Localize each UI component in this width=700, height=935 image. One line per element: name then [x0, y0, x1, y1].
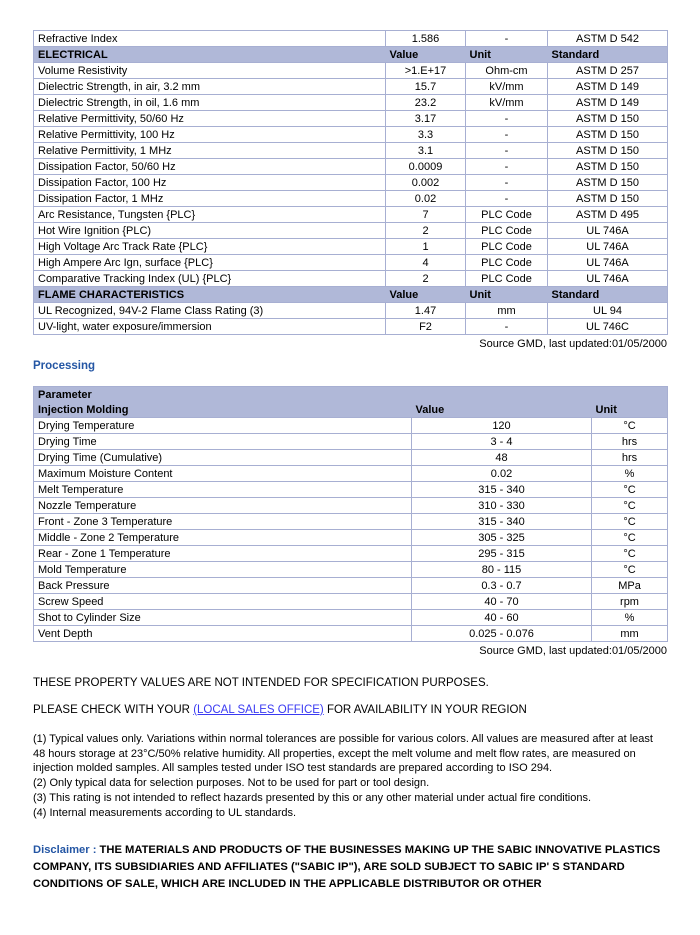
table-section-header-row	[34, 287, 668, 303]
standard-cell: ASTM D 150	[548, 143, 668, 159]
value-header-cell: Value	[412, 402, 592, 418]
unit-cell: mm	[466, 303, 548, 319]
standard-cell: UL 746A	[548, 255, 668, 271]
value-cell: 3.17	[386, 111, 466, 127]
table-row	[34, 482, 668, 498]
standard-cell: ASTM D 150	[548, 191, 668, 207]
parameter-cell: Drying Time (Cumulative)	[34, 450, 412, 466]
value-cell: 23.2	[386, 95, 466, 111]
unit-cell: -	[466, 191, 548, 207]
unit-cell: rpm	[592, 594, 668, 610]
parameter-cell: Shot to Cylinder Size	[34, 610, 412, 626]
parameter-cell: Drying Temperature	[34, 418, 412, 434]
value-cell: 2	[386, 223, 466, 239]
value-cell: 0.02	[386, 191, 466, 207]
standard-cell: ASTM D 150	[548, 127, 668, 143]
table-row	[34, 466, 668, 482]
table-row	[34, 239, 668, 255]
table-row	[34, 95, 668, 111]
unit-cell: -	[466, 159, 548, 175]
value-cell: 0.02	[412, 466, 592, 482]
parameter-header-cell: Parameter	[34, 387, 668, 403]
property-cell: Relative Permittivity, 100 Hz	[34, 127, 386, 143]
standard-header-cell: Standard	[548, 47, 668, 63]
unit-cell: °C	[592, 498, 668, 514]
value-cell: 1.586	[386, 31, 466, 47]
standard-cell: UL 94	[548, 303, 668, 319]
unit-cell: PLC Code	[466, 239, 548, 255]
property-cell: Dissipation Factor, 100 Hz	[34, 175, 386, 191]
parameter-cell: Rear - Zone 1 Temperature	[34, 546, 412, 562]
property-cell: Hot Wire Ignition {PLC)	[34, 223, 386, 239]
unit-header-cell: Unit	[466, 287, 548, 303]
availability-prefix: PLEASE CHECK WITH YOUR	[33, 704, 194, 716]
unit-cell: °C	[592, 546, 668, 562]
parameter-cell: Melt Temperature	[34, 482, 412, 498]
value-cell: 3.3	[386, 127, 466, 143]
value-cell: 7	[386, 207, 466, 223]
value-cell: 315 - 340	[412, 514, 592, 530]
value-cell: 120	[412, 418, 592, 434]
property-cell: Dielectric Strength, in oil, 1.6 mm	[34, 95, 386, 111]
unit-cell: kV/mm	[466, 95, 548, 111]
standard-cell: UL 746A	[548, 223, 668, 239]
footnotes-block	[33, 732, 667, 820]
table-row	[34, 159, 668, 175]
unit-cell: °C	[592, 562, 668, 578]
unit-cell: PLC Code	[466, 255, 548, 271]
standard-header-cell: Standard	[548, 287, 668, 303]
parameter-cell: Mold Temperature	[34, 562, 412, 578]
unit-cell: -	[466, 31, 548, 47]
value-cell: 3.1	[386, 143, 466, 159]
property-cell: Dissipation Factor, 50/60 Hz	[34, 159, 386, 175]
unit-cell: °C	[592, 514, 668, 530]
table-row	[34, 610, 668, 626]
standard-cell: UL 746A	[548, 271, 668, 287]
value-cell: 295 - 315	[412, 546, 592, 562]
unit-cell: %	[592, 610, 668, 626]
table-row	[34, 143, 668, 159]
table-row	[34, 626, 668, 642]
value-cell: 1.47	[386, 303, 466, 319]
unit-cell: -	[466, 111, 548, 127]
disclaimer-label: Disclaimer :	[33, 844, 97, 857]
disclaimer	[33, 842, 667, 893]
unit-cell: -	[466, 319, 548, 335]
standard-cell: ASTM D 150	[548, 175, 668, 191]
unit-cell: Ohm-cm	[466, 63, 548, 79]
table-row	[34, 111, 668, 127]
table-row	[34, 546, 668, 562]
unit-cell: PLC Code	[466, 207, 548, 223]
local-sales-office-link[interactable]: (LOCAL SALES OFFICE)	[193, 704, 324, 716]
value-cell: 315 - 340	[412, 482, 592, 498]
value-cell: 2	[386, 271, 466, 287]
unit-cell: -	[466, 127, 548, 143]
footnote: (2) Only typical data for selection purposes. Not to be used for part or tool design.	[33, 777, 430, 790]
value-cell: 4	[386, 255, 466, 271]
parameter-cell: Nozzle Temperature	[34, 498, 412, 514]
parameter-cell: Drying Time	[34, 434, 412, 450]
footnote: (4) Internal measurements according to UL standards.	[33, 806, 297, 819]
properties-table	[33, 30, 668, 335]
property-cell: Relative Permittivity, 1 MHz	[34, 143, 386, 159]
value-cell: 0.025 - 0.076	[412, 626, 592, 642]
unit-cell: PLC Code	[466, 271, 548, 287]
standard-cell: ASTM D 149	[548, 79, 668, 95]
value-cell: 48	[412, 450, 592, 466]
property-cell: Dissipation Factor, 1 MHz	[34, 191, 386, 207]
unit-cell: kV/mm	[466, 79, 548, 95]
property-cell: Comparative Tracking Index (UL) {PLC}	[34, 271, 386, 287]
table-section-header-row	[34, 47, 668, 63]
standard-cell: UL 746A	[548, 239, 668, 255]
property-cell: Refractive Index	[34, 31, 386, 47]
standard-cell: ASTM D 257	[548, 63, 668, 79]
unit-cell: mm	[592, 626, 668, 642]
value-cell: 40 - 60	[412, 610, 592, 626]
table-row	[34, 594, 668, 610]
parameter-cell: Maximum Moisture Content	[34, 466, 412, 482]
table-row	[34, 530, 668, 546]
table-row	[34, 434, 668, 450]
property-cell: Arc Resistance, Tungsten {PLC}	[34, 207, 386, 223]
processing-table	[33, 386, 668, 642]
datasheet-page	[33, 30, 667, 893]
section-title-cell: FLAME CHARACTERISTICS	[34, 287, 386, 303]
processing-heading: Processing	[33, 360, 95, 372]
table-row	[34, 450, 668, 466]
parameter-cell: Back Pressure	[34, 578, 412, 594]
table-row	[34, 303, 668, 319]
unit-cell: PLC Code	[466, 223, 548, 239]
parameter-cell: Front - Zone 3 Temperature	[34, 514, 412, 530]
footnote: (1) Typical values only. Variations within normal tolerances are possible for various colors. All values are measured after at least 48 hours storage at 23°C/50% relative humidity. All properties, except the melt volume and melt flow rates, are measured on injection molded samples. All samples tested under ISO test standards are prepared according to ISO 294.	[33, 733, 653, 775]
unit-cell: %	[592, 466, 668, 482]
parameter-cell: Vent Depth	[34, 626, 412, 642]
unit-cell: hrs	[592, 450, 668, 466]
property-cell: High Ampere Arc Ign, surface {PLC}	[34, 255, 386, 271]
source-note: Source GMD, last updated:01/05/2000	[479, 645, 667, 657]
spec-purposes-note: THESE PROPERTY VALUES ARE NOT INTENDED FOR SPECIFICATION PURPOSES.	[33, 677, 489, 689]
unit-cell: °C	[592, 482, 668, 498]
source-note: Source GMD, last updated:01/05/2000	[479, 338, 667, 350]
property-cell: UL Recognized, 94V-2 Flame Class Rating (3)	[34, 303, 386, 319]
table-row	[34, 63, 668, 79]
property-cell: Dielectric Strength, in air, 3.2 mm	[34, 79, 386, 95]
unit-header-cell: Unit	[592, 402, 668, 418]
unit-cell: MPa	[592, 578, 668, 594]
unit-cell: °C	[592, 418, 668, 434]
value-cell: 305 - 325	[412, 530, 592, 546]
footnote: (3) This rating is not intended to reflect hazards presented by this or any other material under actual fire conditions.	[33, 791, 592, 804]
table-header-row	[34, 387, 668, 403]
value-cell: 1	[386, 239, 466, 255]
value-cell: 310 - 330	[412, 498, 592, 514]
property-cell: Volume Resistivity	[34, 63, 386, 79]
injection-molding-header-cell: Injection Molding	[34, 402, 412, 418]
unit-header-cell: Unit	[466, 47, 548, 63]
table-row	[34, 514, 668, 530]
property-cell: UV-light, water exposure/immersion	[34, 319, 386, 335]
table-row	[34, 562, 668, 578]
standard-cell: ASTM D 150	[548, 159, 668, 175]
value-cell: 80 - 115	[412, 562, 592, 578]
standard-cell: ASTM D 542	[548, 31, 668, 47]
parameter-cell: Screw Speed	[34, 594, 412, 610]
section-title-cell: ELECTRICAL	[34, 47, 386, 63]
value-cell: 0.002	[386, 175, 466, 191]
value-cell: 0.0009	[386, 159, 466, 175]
table-row	[34, 175, 668, 191]
property-cell: Relative Permittivity, 50/60 Hz	[34, 111, 386, 127]
table-row	[34, 319, 668, 335]
table-row	[34, 31, 668, 47]
table-row	[34, 418, 668, 434]
standard-cell: UL 746C	[548, 319, 668, 335]
value-cell: 0.3 - 0.7	[412, 578, 592, 594]
table-row	[34, 255, 668, 271]
availability-note	[33, 704, 667, 716]
standard-cell: ASTM D 150	[548, 111, 668, 127]
unit-cell: -	[466, 175, 548, 191]
unit-cell: hrs	[592, 434, 668, 450]
standard-cell: ASTM D 495	[548, 207, 668, 223]
unit-cell: -	[466, 143, 548, 159]
value-header-cell: Value	[386, 287, 466, 303]
table-header-row	[34, 402, 668, 418]
table-row	[34, 223, 668, 239]
value-cell: 40 - 70	[412, 594, 592, 610]
table-row	[34, 127, 668, 143]
value-cell: 3 - 4	[412, 434, 592, 450]
value-cell: 15.7	[386, 79, 466, 95]
value-header-cell: Value	[386, 47, 466, 63]
standard-cell: ASTM D 149	[548, 95, 668, 111]
table-row	[34, 191, 668, 207]
availability-suffix: FOR AVAILABILITY IN YOUR REGION	[323, 704, 527, 716]
table-row	[34, 79, 668, 95]
table-row	[34, 207, 668, 223]
value-cell: >1.E+17	[386, 63, 466, 79]
table-row	[34, 578, 668, 594]
disclaimer-text: THE MATERIALS AND PRODUCTS OF THE BUSINESSES MAKING UP THE SABIC INNOVATIVE PLASTICS COMPANY, ITS SUBSIDIARIES AND AFFILIATES ("SABIC IP"), ARE SOLD SUBJECT TO SABIC IP' S STANDARD CONDITIONS OF SALE, WHICH ARE INCLUDED IN THE APPLICABLE DISTRIBUTOR OR OTHER	[33, 844, 661, 891]
property-cell: High Voltage Arc Track Rate {PLC}	[34, 239, 386, 255]
parameter-cell: Middle - Zone 2 Temperature	[34, 530, 412, 546]
table-row	[34, 271, 668, 287]
unit-cell: °C	[592, 530, 668, 546]
value-cell: F2	[386, 319, 466, 335]
table-row	[34, 498, 668, 514]
